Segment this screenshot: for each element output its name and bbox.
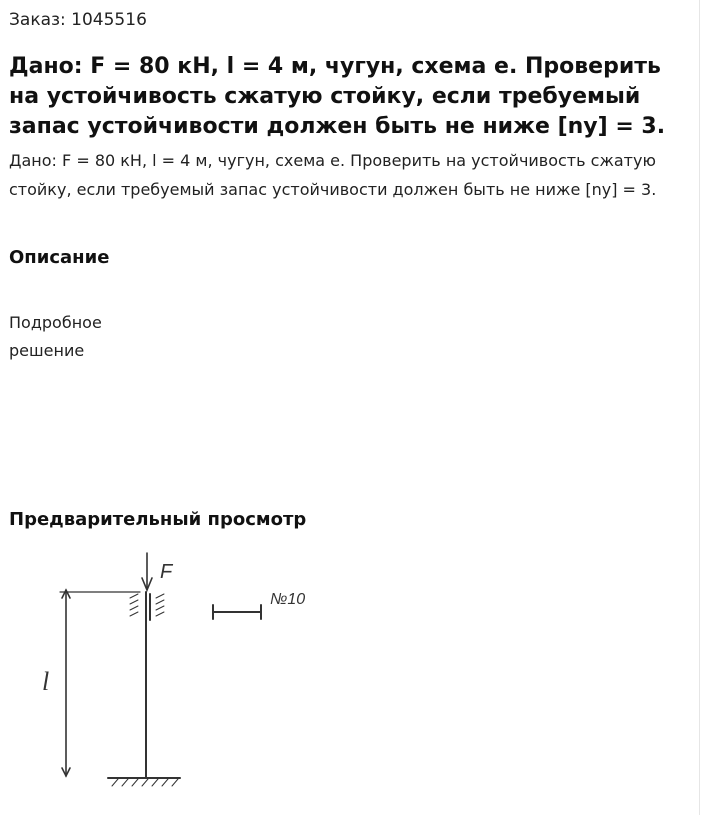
ground-hatch [112, 779, 178, 786]
task-heading: Дано: F = 80 кН, l = 4 м, чугун, схема е. Проверить на устойчивость сжатую стойку, если требуемый запас устойчивости должен быть не ниже [ny] = 3. [9, 54, 666, 139]
task-body: Дано: F = 80 кН, l = 4 м, чугун, схема е. Проверить на устойчивость сжатую стойку, если требуемый запас устойчивости должен быть не ниже [ny] = 3. [9, 151, 657, 199]
guide-hatch-left [130, 594, 138, 616]
section-label: №10 [270, 591, 306, 608]
description-text: Подробное решение [9, 313, 102, 360]
description-title: Описание [9, 247, 110, 268]
preview-drawing [20, 548, 340, 798]
force-label: F [160, 561, 173, 583]
length-label: l [42, 667, 50, 696]
order-number: Заказ: 1045516 [9, 10, 147, 30]
guide-hatch-right [156, 594, 164, 616]
preview-title: Предварительный просмотр [9, 509, 307, 530]
